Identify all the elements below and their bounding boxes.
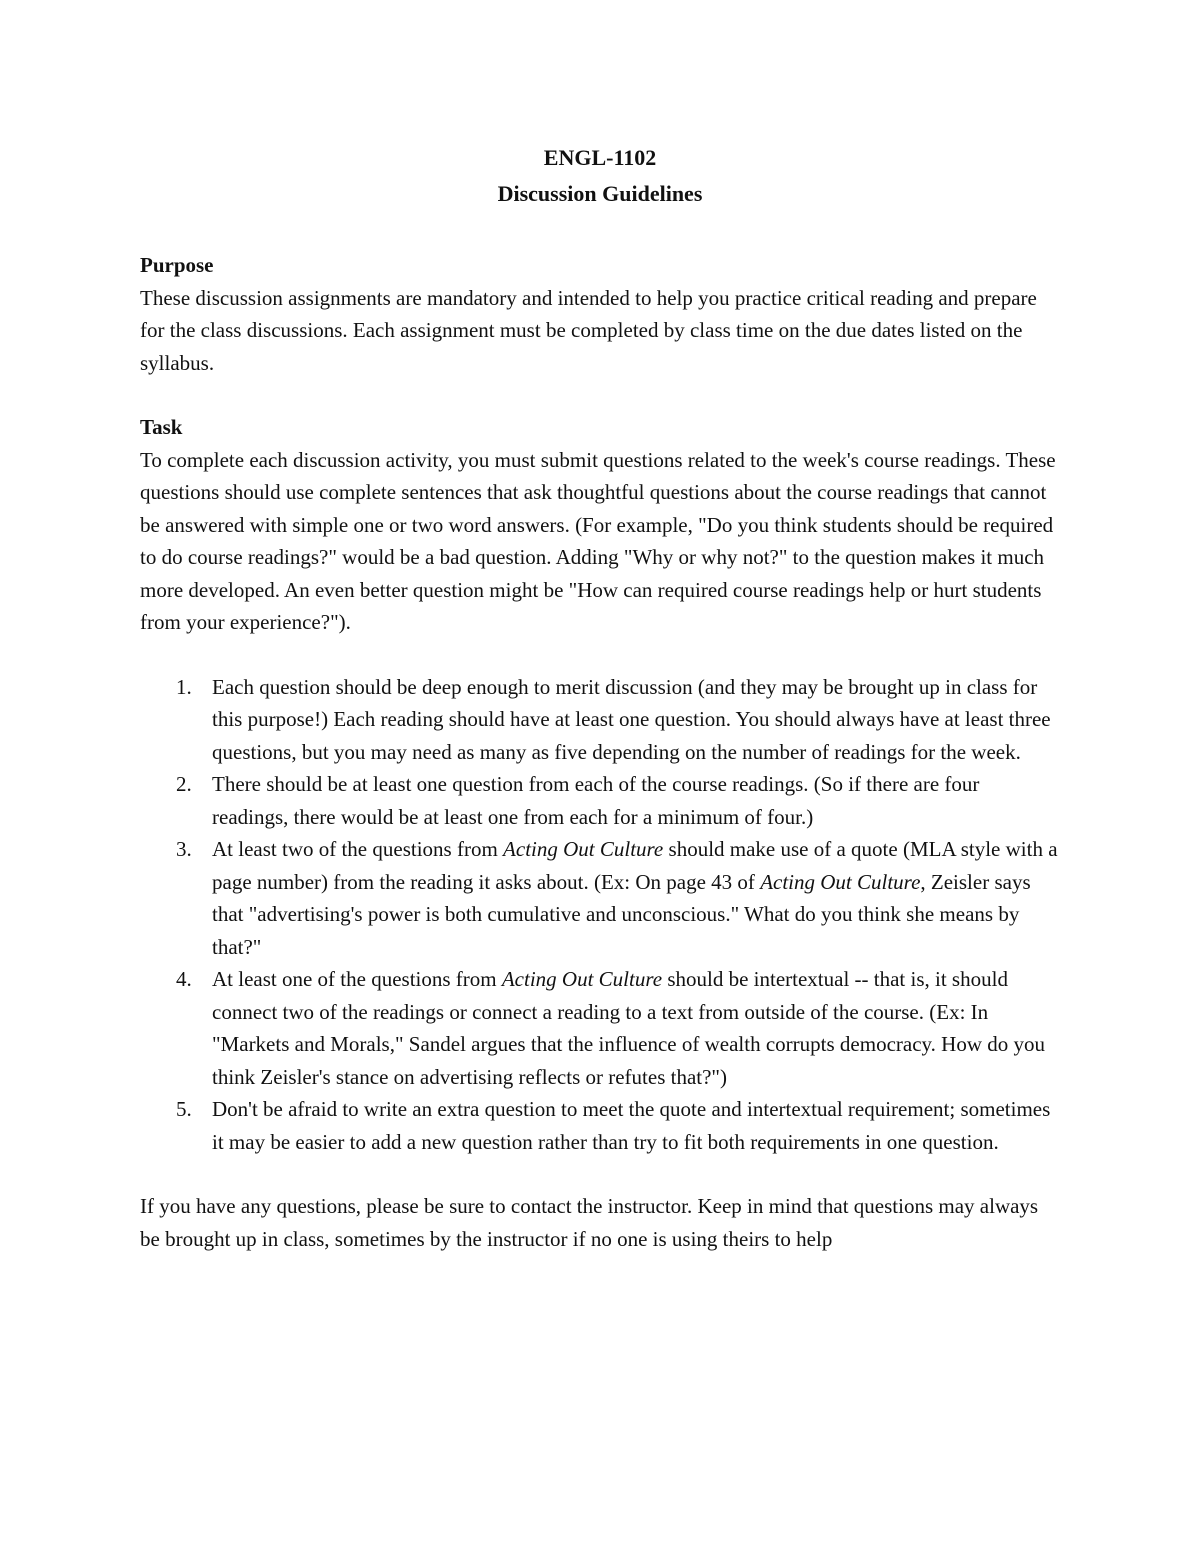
list-item (140, 671, 1060, 769)
list-item (140, 963, 1060, 1093)
task-body: To complete each discussion activity, you must submit questions related to the week's course readings. These questions should use complete sentences that ask thoughtful questions about the course readings that cannot be answered with simple one or two word answers. (For example, "Do you think students should be required to do course readings?" would be a bad question. Adding "Why or why not?" to the question makes it much more developed. An even better question might be "How can required course readings help or hurt students from your experience?"). (140, 447, 1056, 634)
list-item-number: 5. (176, 1097, 192, 1121)
book-title: Acting Out Culture (503, 837, 664, 861)
list-item-text-part: should make use of a quote (MLA style with a page number) from the reading it asks about. (Ex: On page 43 of (212, 837, 1058, 894)
book-title: Acting Out Culture (501, 967, 663, 991)
list-item-text-part: should be intertextual -- that is, it should connect two of the readings or connect a reading to a text from outside of the course. (Ex: In "Markets and Morals," Sandel argues that the influence of wealth corrupts democracy. How do you think Zeisler's stance on advertising reflects or refutes that?") (212, 967, 1045, 1089)
list-item-number: 4. (176, 967, 192, 991)
list-item-text: Each question should be deep enough to merit discussion (and they may be brought up in class for this purpose!) Each reading should have at least one question. You should always have at least three questions, but you may need as many as five depending on the number of readings for the week. (212, 674, 1051, 764)
closing-paragraph: If you have any questions, please be sure to contact the instructor. Keep in mind that questions may always be brought up in class, sometimes by the instructor if no one is using theirs to help (140, 1194, 1039, 1251)
list-item (140, 768, 1060, 833)
requirements-list (140, 671, 1060, 1159)
purpose-body: These discussion assignments are mandatory and intended to help you practice critical reading and prepare for the class discussions. Each assignment must be completed by class time on the due dates listed on the syllabus. (140, 285, 1037, 375)
list-item-text-part: At least two of the questions from (212, 837, 504, 861)
purpose-heading: Purpose (140, 253, 214, 277)
title-block (140, 140, 1060, 212)
list-item-number: 1. (176, 674, 192, 699)
course-code: ENGL-1102 (543, 145, 657, 170)
list-item (140, 1093, 1060, 1158)
purpose-section (140, 249, 1060, 379)
list-item-number: 2. (176, 772, 192, 796)
list-item-number: 3. (176, 837, 192, 861)
list-item-text: Don't be afraid to write an extra question to meet the quote and intertextual requirement; sometimes it may be easier to add a new question rather than try to fit both requirements in one question. (212, 1097, 1051, 1154)
document-page (140, 140, 1060, 1255)
book-title: Acting Out Culture (760, 869, 921, 894)
task-heading: Task (140, 415, 183, 439)
list-item-text: There should be at least one question from each of the course readings. (So if there are four readings, there would be at least one from each for a minimum of four.) (212, 772, 980, 829)
list-item-text-part: At least one of the questions from (212, 967, 502, 991)
doc-title: Discussion Guidelines (497, 181, 703, 206)
list-item-text-part: , Zeisler says that "advertising's power is both cumulative and unconscious." What do you think she means by that?" (212, 869, 1031, 959)
task-section (140, 411, 1060, 639)
list-item (140, 833, 1060, 963)
